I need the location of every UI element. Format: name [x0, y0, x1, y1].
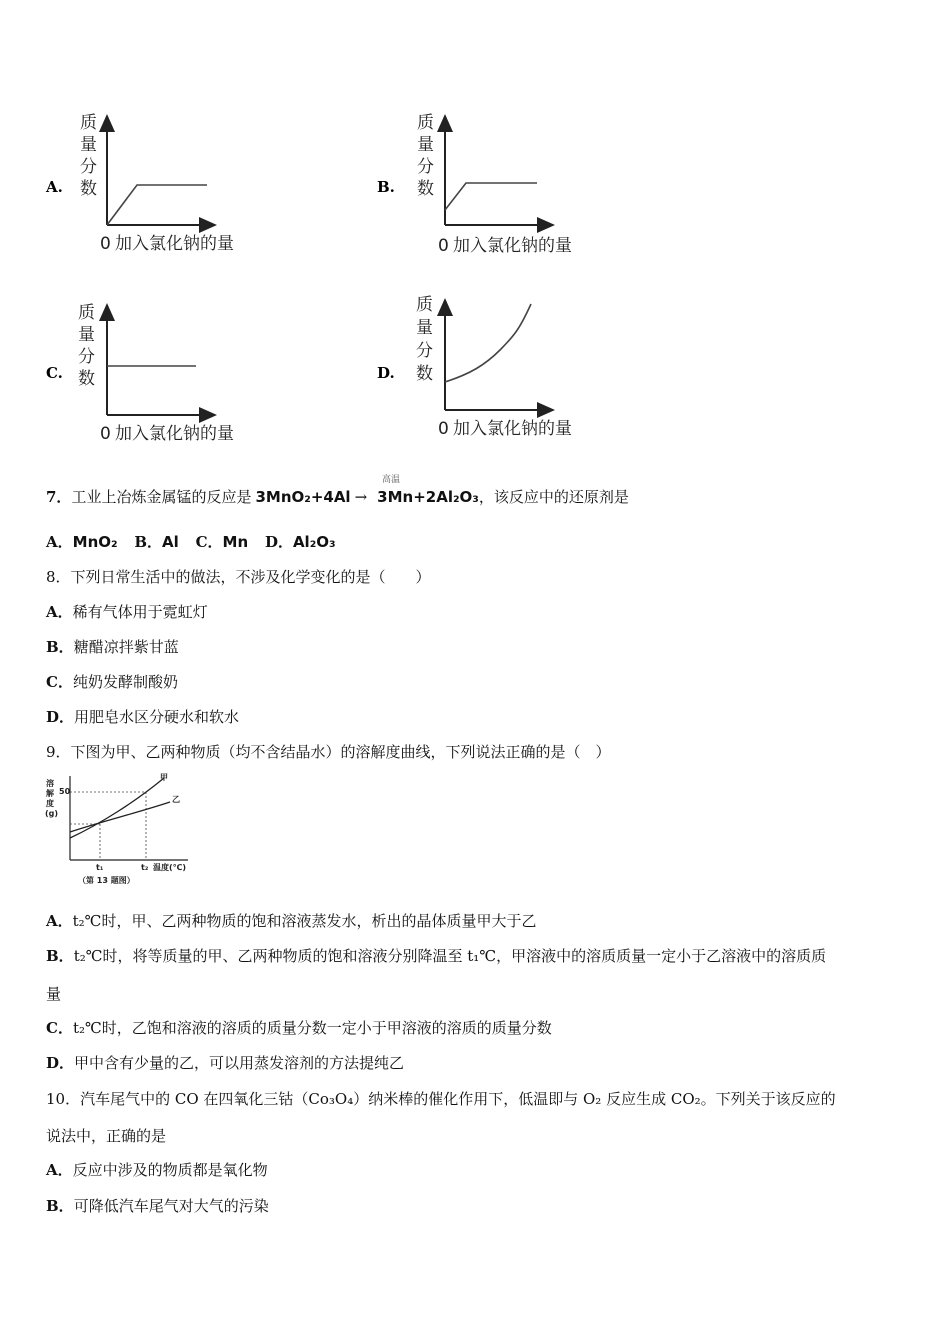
question-10-stem-continued: 说法中，正确的是: [46, 1127, 167, 1145]
svg-text:B.: B.: [377, 178, 395, 196]
question-7-options: [46, 532, 336, 552]
svg-text:0: 0: [100, 424, 111, 444]
option-b[interactable]: B．可降低汽车尾气对大气的污染: [46, 1197, 269, 1215]
chart-c: [46, 303, 234, 444]
svg-text:加入氯化钠的量: 加入氯化钠的量: [453, 419, 572, 439]
x-tick: t₁: [96, 863, 104, 872]
origin: 0: [100, 234, 111, 254]
chart-b: [377, 113, 572, 256]
svg-text:0: 0: [438, 419, 449, 439]
svg-text:数: 数: [416, 364, 433, 384]
chart-a-curve: [107, 185, 207, 225]
svg-text:分: 分: [78, 347, 95, 367]
svg-text:数: 数: [417, 179, 434, 199]
x-label: 加入氯化钠的量: [115, 234, 234, 254]
svg-text:度: 度: [46, 799, 54, 808]
y-tick: 50: [59, 787, 71, 796]
svg-text:量: 量: [78, 325, 95, 345]
svg-text:(g): (g): [45, 809, 59, 818]
svg-text:解: 解: [46, 789, 54, 798]
series-label: 乙: [172, 795, 180, 804]
option-c[interactable]: C．纯奶发酵制酸奶: [46, 673, 178, 691]
question-10-stem: 10．汽车尾气中的 CO 在四氧化三钴（Co₃O₄）纳米棒的催化作用下，低温即与 O₂ 反应生成 CO₂。下列关于该反应的: [46, 1090, 836, 1108]
svg-text:加入氯化钠的量: 加入氯化钠的量: [115, 424, 234, 444]
option-b[interactable]: B．t₂℃时，将等质量的甲、乙两种物质的饱和溶液分别降温至 t₁℃，甲溶液中的溶质质量一定小于乙溶液中的溶质质: [46, 947, 827, 965]
svg-text:C.: C.: [46, 364, 63, 382]
question-8-stem: 8．下列日常生活中的做法，不涉及化学变化的是（ ）: [46, 568, 431, 586]
option-c[interactable]: C．t₂℃时，乙饱和溶液的溶质的质量分数一定小于甲溶液的溶质的质量分数: [46, 1019, 552, 1037]
svg-text:数: 数: [78, 369, 95, 389]
option-label: A.: [46, 178, 63, 196]
solubility-curve-figure: [40, 772, 200, 892]
svg-text:加入氯化钠的量: 加入氯化钠的量: [453, 236, 572, 256]
svg-text:量: 量: [417, 135, 434, 155]
option-a[interactable]: A．稀有气体用于霓虹灯: [46, 603, 208, 621]
svg-text:分: 分: [416, 341, 433, 361]
series-label: 甲: [160, 773, 168, 782]
chart-d: [377, 295, 572, 439]
reaction-condition: 高温: [382, 475, 401, 485]
option-d[interactable]: D．用肥皂水区分硬水和软水: [46, 708, 240, 726]
x-tick: t₂: [141, 863, 149, 872]
option-a[interactable]: A．反应中涉及的物质都是氧化物: [46, 1161, 268, 1179]
chart-a: [45, 113, 234, 254]
option-b[interactable]: B．Al: [134, 533, 179, 551]
question-9-stem: 9．下图为甲、乙两种物质（均不含结晶水）的溶解度曲线，下列说法正确的是（ ）: [46, 743, 611, 761]
option-b-continued: 量: [46, 985, 62, 1003]
option-a[interactable]: A．t₂℃时，甲、乙两种物质的饱和溶液蒸发水，析出的晶体质量甲大于乙: [46, 912, 537, 930]
option-d[interactable]: D．甲中含有少量的乙，可以用蒸发溶剂的方法提纯乙: [46, 1054, 405, 1072]
svg-text:质: 质: [416, 295, 433, 315]
option-b[interactable]: B．糖醋凉拌紫甘蓝: [46, 638, 179, 656]
question-7-stem: 7．工业上冶炼金属锰的反应是 3MnO₂+4Al → 3Mn+2Al₂O₃，该反应中的还原剂是: [46, 488, 629, 506]
x-axis-label: 温度(℃): [153, 863, 186, 872]
svg-text:0: 0: [438, 236, 449, 256]
y-char: 量: [80, 135, 97, 155]
y-char: 分: [80, 157, 97, 177]
svg-text:质: 质: [417, 113, 434, 133]
svg-text:量: 量: [416, 318, 433, 338]
y-char: 质: [80, 113, 97, 133]
option-c[interactable]: C．Mn: [195, 533, 249, 551]
svg-text:质: 质: [78, 303, 95, 323]
svg-text:D.: D.: [377, 364, 395, 382]
chart-d-curve: [445, 304, 531, 382]
y-char: 数: [80, 179, 97, 199]
svg-text:分: 分: [417, 157, 434, 177]
svg-text:溶: 溶: [46, 779, 54, 788]
series-yi-curve: [70, 802, 170, 832]
option-charts: [0, 0, 950, 460]
option-d[interactable]: D．Al₂O₃: [264, 533, 336, 551]
option-a[interactable]: A．MnO₂: [46, 533, 118, 551]
figure-caption: （第 13 题图）: [78, 876, 135, 885]
chart-b-curve: [445, 183, 537, 210]
